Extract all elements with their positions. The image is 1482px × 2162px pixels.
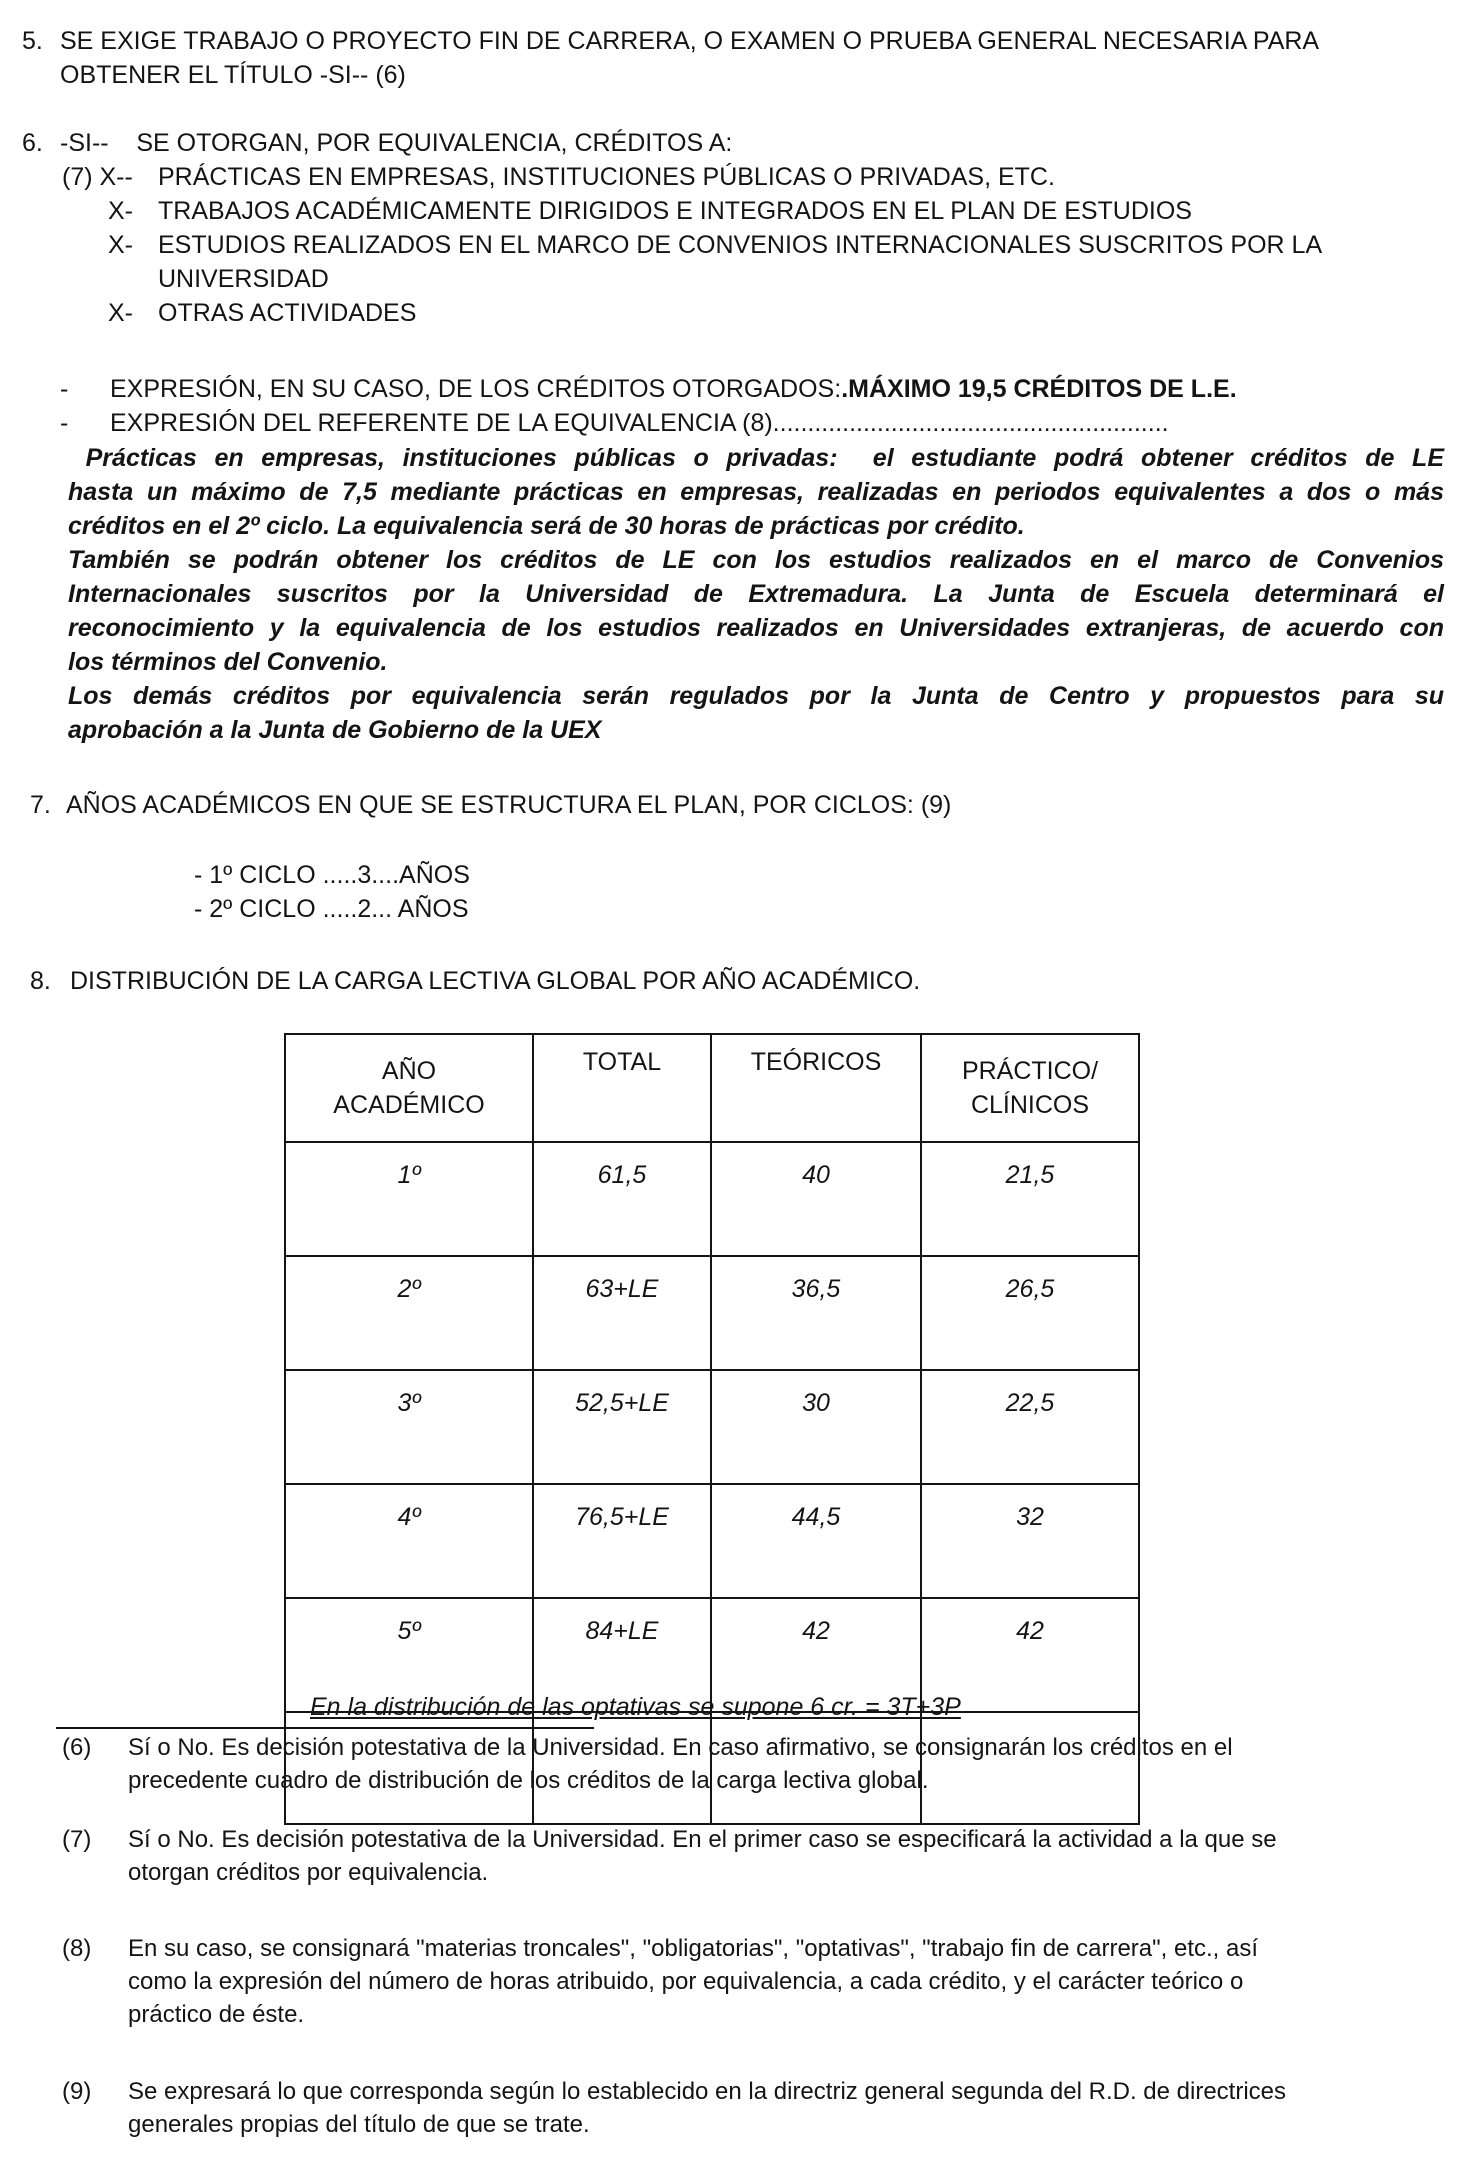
cell-practicos: 42 <box>921 1598 1139 1712</box>
table-row <box>285 1142 1139 1256</box>
option-marker: X- <box>108 231 133 259</box>
table-header-row <box>285 1034 1139 1142</box>
cycle-1: - 1º CICLO .....3....AÑOS <box>194 861 470 889</box>
header-total <box>533 1034 711 1142</box>
cell-year: 3º <box>285 1370 533 1484</box>
footnote-text <box>128 1823 1482 1889</box>
item-5-line-2: OBTENER EL TÍTULO -SI-- (6) <box>60 61 406 89</box>
cell-total: 52,5+LE <box>533 1370 711 1484</box>
cell-year: 2º <box>285 1256 533 1370</box>
cell-teoricos: 42 <box>711 1598 921 1712</box>
expr-creditos-value: .MÁXIMO 19,5 CRÉDITOS DE L.E. <box>841 375 1237 403</box>
paragraph-line: Prácticas en empresas, instituciones públicas o privadas: el estudiante podrá obtener créditos de LE <box>68 444 1444 472</box>
item-8-number: 8. <box>30 967 51 995</box>
cycle-2: - 2º CICLO .....2... AÑOS <box>194 895 469 923</box>
cell-teoricos: 36,5 <box>711 1256 921 1370</box>
footnote-line: Sí o No. Es decisión potestativa de la Universidad. En caso afirmativo, se consignarán los créditos en el <box>128 1734 1233 1761</box>
item-5-number: 5. <box>22 27 43 55</box>
paragraph-line: los términos del Convenio. <box>68 648 388 676</box>
paragraph-line: créditos en el 2º ciclo. La equivalencia será de 30 horas de prácticas por crédito. <box>68 512 1025 540</box>
footnote-mark: (6) <box>62 1734 92 1761</box>
item-6-number: 6. <box>22 129 43 157</box>
table-caption: En la distribución de las optativas se supone 6 cr. = 3T+3P <box>310 1693 961 1721</box>
paragraph-line: aprobación a la Junta de Gobierno de la UEX <box>68 716 602 744</box>
paragraph-line: Los demás créditos por equivalencia serán regulados por la Junta de Centro y propuestos para su <box>68 682 1444 710</box>
option-marker: X- <box>108 299 133 327</box>
cell-year: 1º <box>285 1142 533 1256</box>
header-teoricos <box>711 1034 921 1142</box>
footnote-mark: (9) <box>62 2078 92 2105</box>
footnote-line: como la expresión del número de horas atribuido, por equivalencia, a cada crédito, y el carácter teórico o <box>128 1968 1244 1995</box>
option-estudios-cont: UNIVERSIDAD <box>158 265 329 293</box>
expr-referente: EXPRESIÓN DEL REFERENTE DE LA EQUIVALENCIA (8)......................................................... <box>110 409 1169 437</box>
item-5-line-1: SE EXIGE TRABAJO O PROYECTO FIN DE CARRERA, O EXAMEN O PRUEBA GENERAL NECESARIA PARA <box>60 27 1320 55</box>
dash-bullet: - <box>60 409 69 437</box>
option-trabajos: TRABAJOS ACADÉMICAMENTE DIRIGIDOS E INTEGRADOS EN EL PLAN DE ESTUDIOS <box>158 197 1192 225</box>
cell-year: 4º <box>285 1484 533 1598</box>
expr-creditos-label: EXPRESIÓN, EN SU CASO, DE LOS CRÉDITOS OTORGADOS: <box>110 375 842 403</box>
footnote-text <box>128 2075 1482 2141</box>
header-text: CLÍNICOS <box>970 1091 1090 1119</box>
option-marker: (7) X-- <box>62 163 133 191</box>
footnote-text <box>128 1932 1482 2031</box>
cell-total: 76,5+LE <box>533 1484 711 1598</box>
option-estudios: ESTUDIOS REALIZADOS EN EL MARCO DE CONVENIOS INTERNACIONALES SUSCRITOS POR LA <box>158 231 1323 259</box>
cell-total: 84+LE <box>533 1598 711 1712</box>
option-practicas: PRÁCTICAS EN EMPRESAS, INSTITUCIONES PÚBLICAS O PRIVADAS, ETC. <box>158 163 1055 191</box>
expr-creditos <box>110 372 1237 406</box>
footnote-line: generales propias del título de que se trate. <box>128 2111 590 2138</box>
cell-total: 61,5 <box>533 1142 711 1256</box>
paragraph-line: hasta un máximo de 7,5 mediante prácticas en empresas, realizadas en periodos equivalentes a dos o más <box>68 478 1444 506</box>
footnote-line: En su caso, se consignará "materias troncales", "obligatorias", "optativas", "trabajo fin de carrera", etc., así <box>128 1935 1259 1962</box>
cell-teoricos: 40 <box>711 1142 921 1256</box>
cell-total: 63+LE <box>533 1256 711 1370</box>
header-text: TOTAL <box>582 1048 662 1076</box>
item-6-heading: -SI-- SE OTORGAN, POR EQUIVALENCIA, CRÉDITOS A: <box>60 129 733 157</box>
cell-practicos: 32 <box>921 1484 1139 1598</box>
paragraph-line: También se podrán obtener los créditos de LE con los estudios realizados en el marco de Convenios <box>68 546 1444 574</box>
header-ano-academico <box>285 1034 533 1142</box>
item-7-heading: AÑOS ACADÉMICOS EN QUE SE ESTRUCTURA EL PLAN, POR CICLOS: (9) <box>66 791 952 819</box>
dash-bullet: - <box>60 375 69 403</box>
footnote-line: precedente cuadro de distribución de los créditos de la carga lectiva global. <box>128 1767 929 1794</box>
header-practico-clinicos <box>921 1034 1139 1142</box>
table-row <box>285 1370 1139 1484</box>
cell-teoricos: 44,5 <box>711 1484 921 1598</box>
paragraph-line: reconocimiento y la equivalencia de los estudios realizados en Universidades extranjeras, de acuerdo con <box>68 614 1444 642</box>
footnote-mark: (8) <box>62 1935 92 1962</box>
header-text: PRÁCTICO/ <box>961 1057 1099 1085</box>
option-otras: OTRAS ACTIVIDADES <box>158 299 417 327</box>
footnote-separator <box>56 1727 594 1729</box>
footnote-text <box>128 1731 1482 1797</box>
table-row <box>285 1484 1139 1598</box>
header-text: AÑO <box>381 1057 437 1085</box>
paragraph-line: Internacionales suscritos por la Universidad de Extremadura. La Junta de Escuela determinará el <box>68 580 1444 608</box>
footnote-line: Se expresará lo que corresponda según lo establecido en la directriz general segunda del R.D. de directrices <box>128 2078 1287 2105</box>
footnote-line: práctico de éste. <box>128 2001 305 2028</box>
footnote-line: otorgan créditos por equivalencia. <box>128 1859 489 1886</box>
cell-practicos: 21,5 <box>921 1142 1139 1256</box>
footnote-line: Sí o No. Es decisión potestativa de la Universidad. En el primer caso se especificará la actividad a la que se <box>128 1826 1277 1853</box>
footnote-mark: (7) <box>62 1826 92 1853</box>
table-row <box>285 1256 1139 1370</box>
header-text: TEÓRICOS <box>750 1048 882 1076</box>
header-text: ACADÉMICO <box>333 1091 485 1119</box>
cell-practicos: 22,5 <box>921 1370 1139 1484</box>
option-marker: X- <box>108 197 133 225</box>
cell-practicos: 26,5 <box>921 1256 1139 1370</box>
cell-year: 5º <box>285 1598 533 1712</box>
cell-teoricos: 30 <box>711 1370 921 1484</box>
item-7-number: 7. <box>30 791 51 819</box>
item-8-heading: DISTRIBUCIÓN DE LA CARGA LECTIVA GLOBAL POR AÑO ACADÉMICO. <box>70 967 921 995</box>
